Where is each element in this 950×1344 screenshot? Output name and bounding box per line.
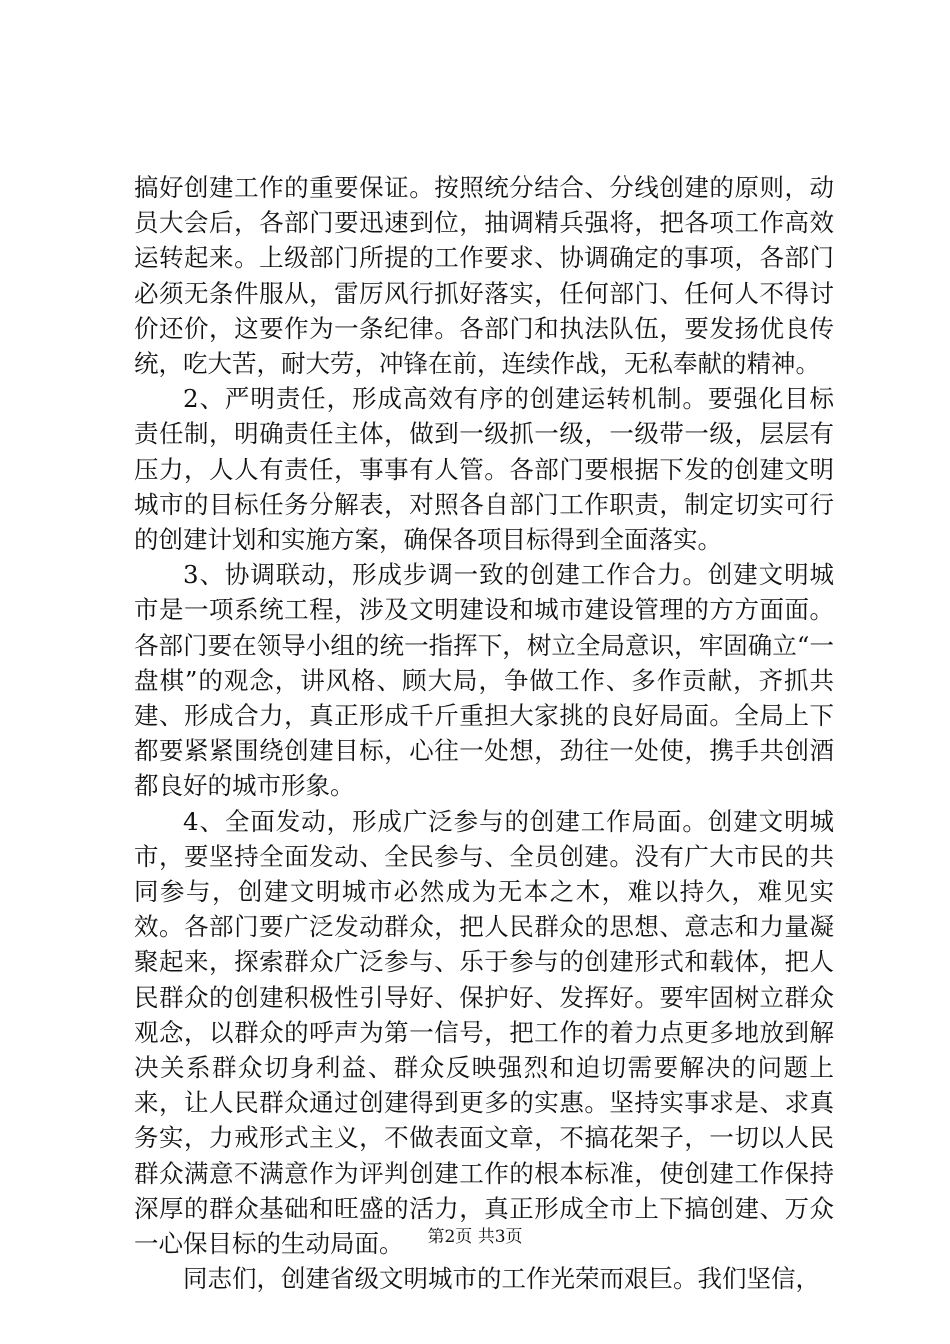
paragraph-5: 同志们，创建省级文明城市的工作光荣而艰巨。我们坚信，	[183, 1264, 820, 1294]
paragraph-2: 2、严明责任，形成高效有序的创建运转机制。要强化目标责任制，明确责任主体，做到一级抓一级，一级带一级，层层有压力，人人有责任，事事有人管。各部门要根据下发的创建文明城市的目标任务分解表，对照各自部门工作职责，制定切实可行的创建计划和实施方案，确保各项目标得到全面落实。	[134, 384, 834, 555]
paragraph-4: 4、全面发动，形成广泛参与的创建工作局面。创建文明城市，要坚持全面发动、全民参与、全员创建。没有广大市民的共同参与，创建文明城市必然成为无本之木，难以持久，难见实效。各部门要广泛发动群众，把人民群众的思想、意志和力量凝聚起来，探索群众广泛参与、乐于参与的创建形式和载体，把人民群众的创建积极性引导好、保护好、发挥好。要牢固树立群众观念，以群众的呼声为第一信号，把工作的着力点更多地放到解决关系群众切身利益、群众反映强烈和迫切需要解决的问题上来，让人民群众通过创建得到更多的实惠。坚持实事求是、求真务实，力戒形式主义，不做表面文章，不搞花架子，一切以人民群众满意不满意作为评判创建工作的根本标准，使创建工作保持深厚的群众基础和旺盛的活力，真正形成全市上下搞创建、万众一心保目标的生动局面。	[134, 806, 834, 1259]
paragraph-1: 搞好创建工作的重要保证。按照统分结合、分线创建的原则，动员大会后，各部门要迅速到位，抽调精兵强将，把各项工作高效运转起来。上级部门所提的工作要求、协调确定的事项，各部门必须无条件服从，雷厉风行抓好落实，任何部门、任何人不得讨价还价，这要作为一条纪律。各部门和执法队伍，要发扬优良传统，吃大苦，耐大劳，冲锋在前，连续作战，无私奉献的精神。	[134, 173, 834, 379]
document-body	[134, 170, 834, 1297]
paragraph-3: 3、协调联动，形成步调一致的创建工作合力。创建文明城市是一项系统工程，涉及文明建设和城市建设管理的方方面面。各部门要在领导小组的统一指挥下，树立全局意识，牢固确立“一盘棋”的观念，讲风格、顾大局，争做工作、多作贡献，齐抓共建、形成合力，真正形成千斤重担大家挑的良好局面。全局上下都要紧紧围绕创建目标，心往一处想，劲往一处使，携手共创酒都良好的城市形象。	[134, 560, 834, 801]
page-number-footer: 第2页 共3页	[427, 1227, 523, 1247]
